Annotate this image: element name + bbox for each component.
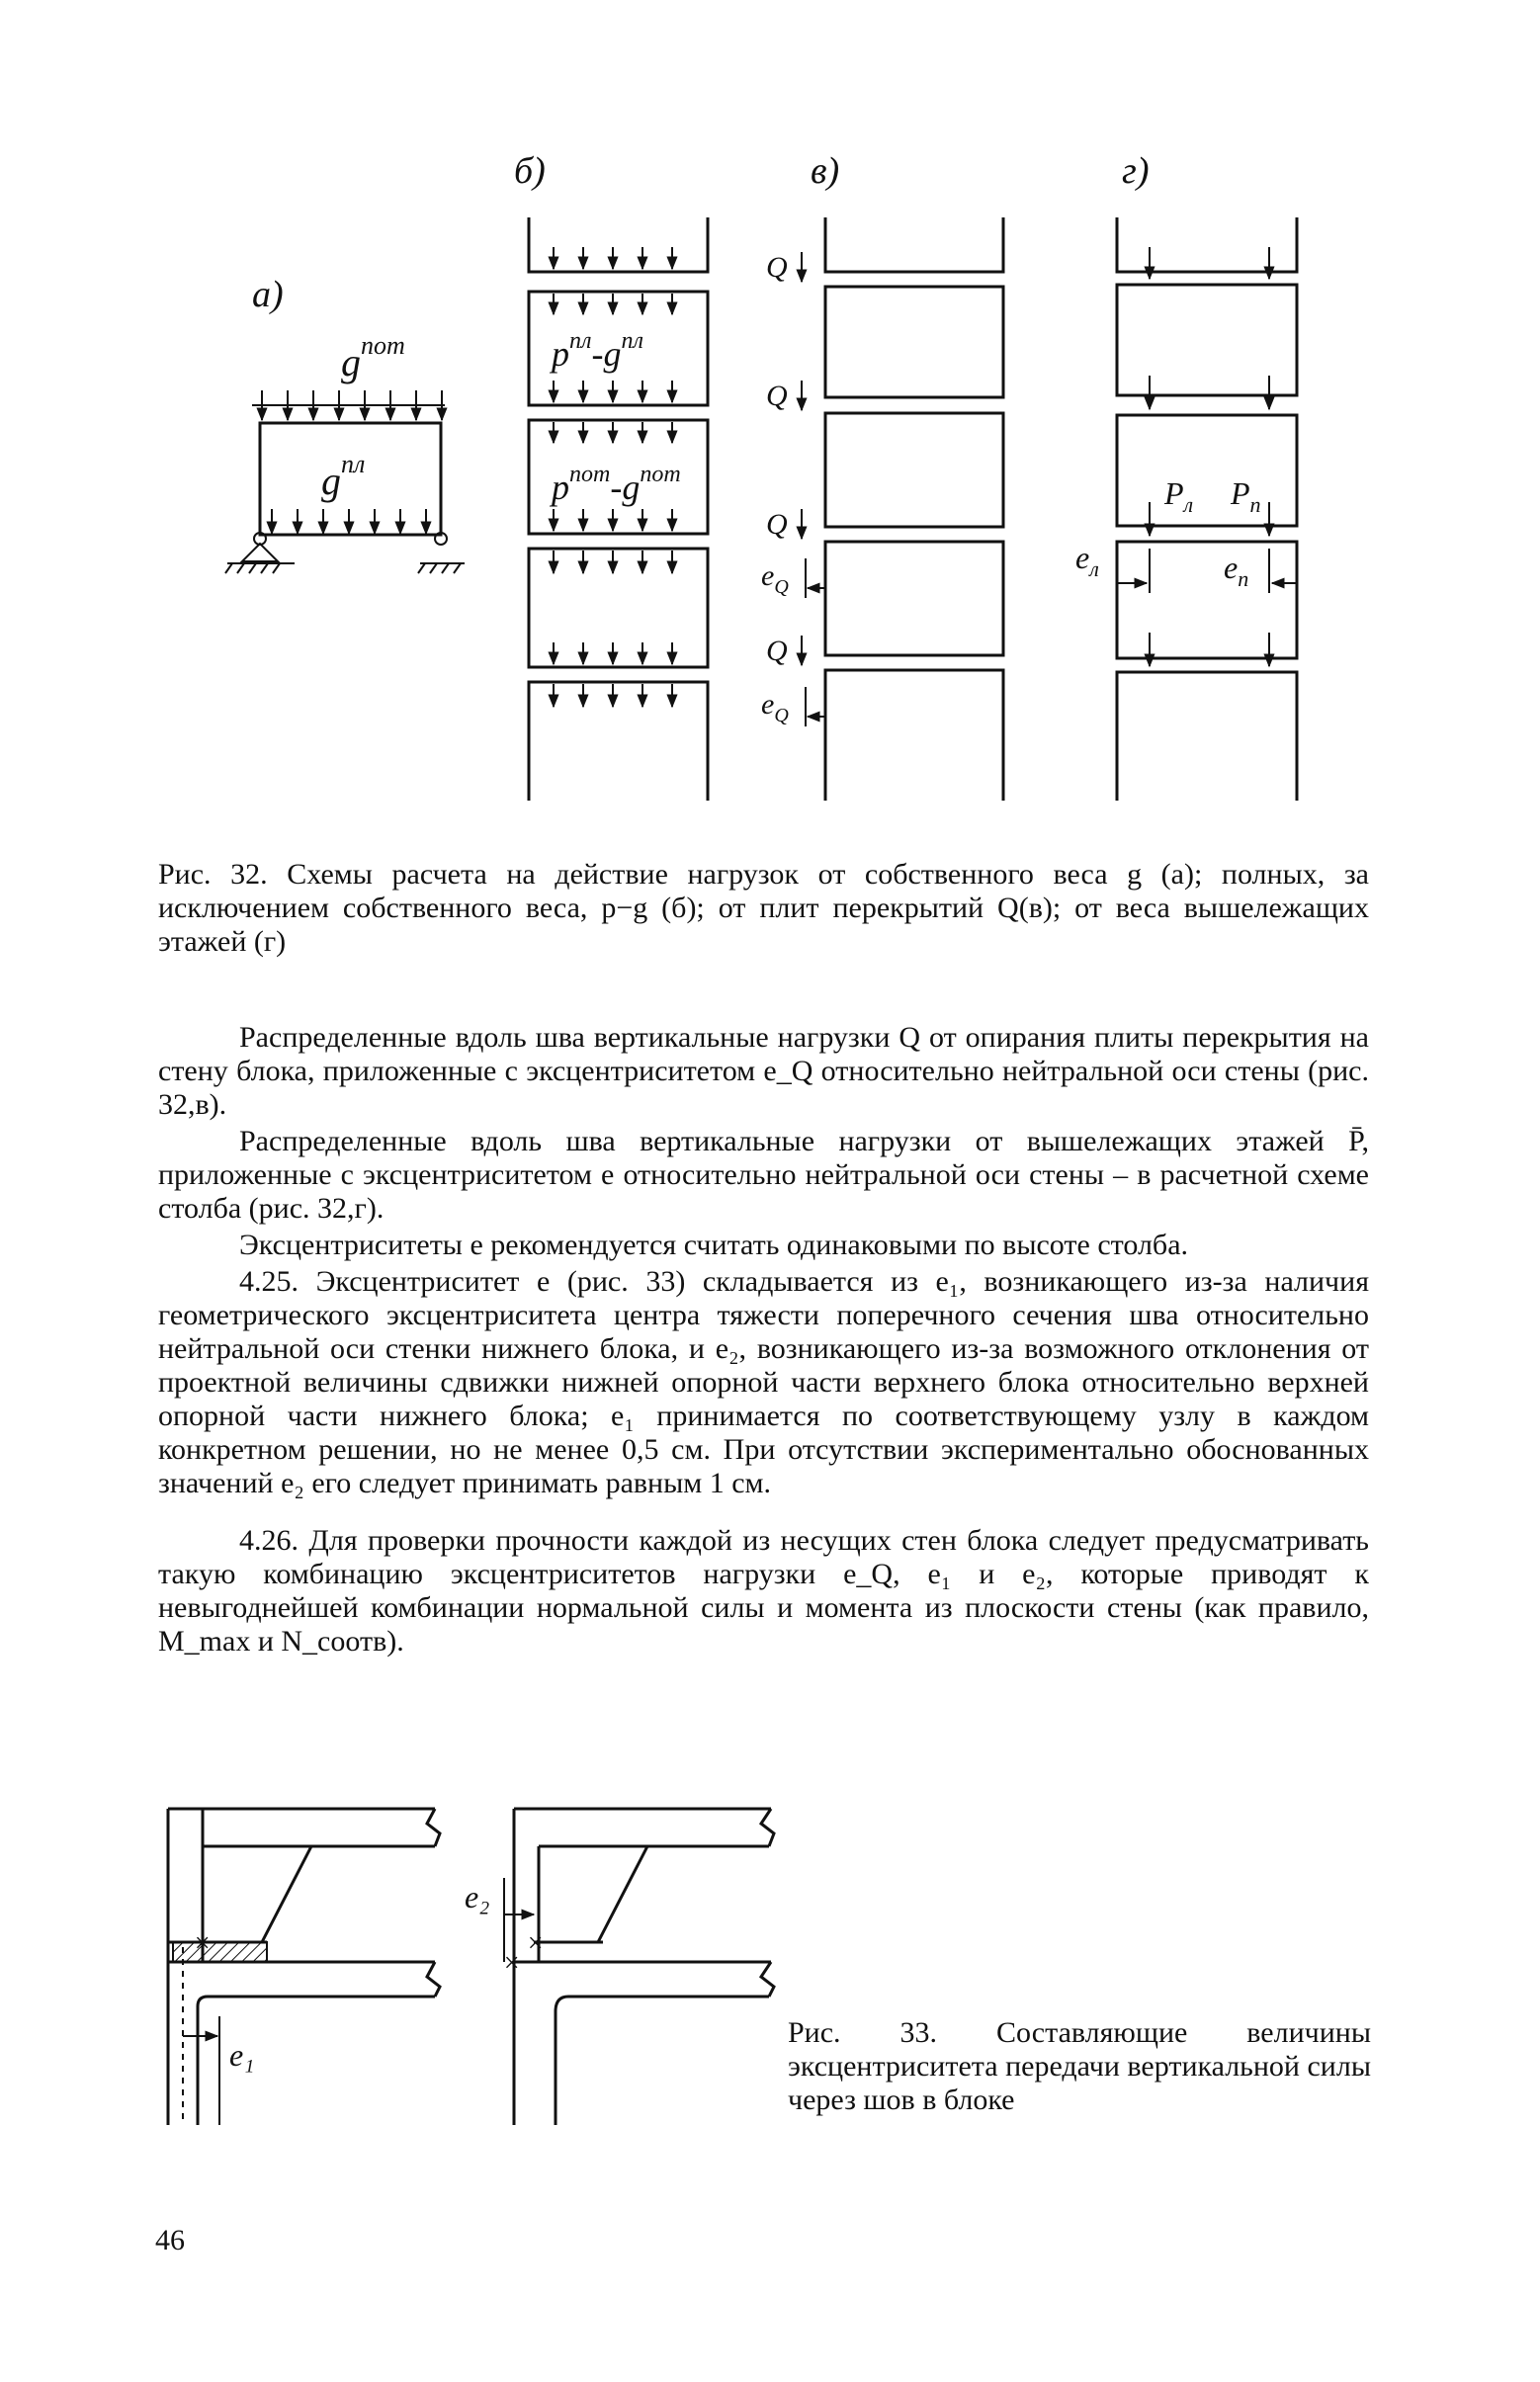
page-number: 46 <box>155 2224 185 2256</box>
figure-32-caption: Рис. 32. Схемы расчета на действие нагрузок от собственного веса g (а); полных, за исключением собственного веса, p−g (б); от плит перекрытий Q(в); от веса вышележащих этажей (г) <box>158 858 1369 958</box>
panel-label-b: б) <box>514 150 546 192</box>
panel-label-a: а) <box>252 274 284 315</box>
panel-label-v: в) <box>811 150 840 192</box>
eq-label-2: $e_Q$ <box>761 688 789 726</box>
label-e2: e₂ <box>465 1879 490 1914</box>
figure-32-panel-v <box>761 150 1003 801</box>
q-label-4: Q <box>766 635 788 667</box>
svg-text:×: × <box>526 1928 545 1959</box>
label-e-l: $e_л$ <box>1075 540 1099 581</box>
label-p-p: $P_п$ <box>1231 475 1261 517</box>
figure-33-right-joint <box>465 1809 774 2125</box>
load-label-g-pot: $g^{пот}$ <box>341 331 405 384</box>
paragraph-4-25: 4.25. Эксцентриситет e (рис. 33) складывается из e₁, возникающего из-за наличия геометрического эксцентриситета центра тяжести поперечного сечения шва относительно нейтральной оси стенки нижнего блока, и e₂, возникающего из-за возможного отклонения от проектной величины сдвижки нижней опорной части верхнего блока относительно верхней опорной части нижнего блока; e₁ принимается по соответствующему узлу в каждом конкретном решении, но не менее 0,5 см. При отсутствии экспериментально обоснованных значений e₂ его следует принимать равным 1 см. <box>158 1265 1369 1499</box>
a-inner-load-arrows <box>272 509 426 534</box>
q-label-1: Q <box>766 251 788 284</box>
a-roller-support <box>418 533 465 573</box>
paragraph-eccentricity-equal: Эксцентриситеты e рекомендуется считать одинаковыми по высоте столба. <box>239 1229 1189 1261</box>
label-p-l: $P_л$ <box>1164 475 1194 517</box>
figure-32 <box>0 0 1540 850</box>
paragraph-4-26: 4.26. Для проверки прочности каждой из несущих стен блока следует предусматривать такую комбинацию эксцентриситетов нагрузки e_Q, e₁ и e₂, которые приводят к невыгоднейшей комбинации нормальной силы и момента из плоскости стены (как правило, M_max и N_соотв). <box>158 1524 1369 1658</box>
q-label-2: Q <box>766 380 788 412</box>
g-load-arrows <box>1150 247 1269 666</box>
a-top-load-arrows <box>252 390 445 420</box>
a-frame <box>260 423 441 535</box>
a-pin-support <box>225 533 295 573</box>
paragraph-q-load: Распределенные вдоль шва вертикальные нагрузки Q от опирания плиты перекрытия на стену блока, приложенные с эксцентриситетом e_Q относительно нейтральной оси стены (рис. 32,в). <box>158 1021 1369 1121</box>
figure-33-left-joint <box>168 1809 440 2125</box>
label-e1: e₁ <box>229 2037 255 2073</box>
figure-32-panel-g <box>1075 150 1297 801</box>
figure-33-caption: Рис. 33. Составляющие величины эксцентриситета передачи вертикальной силы через шов в блоке <box>788 2016 1371 2116</box>
svg-text:×: × <box>502 1948 521 1979</box>
eq-label-1: $e_Q$ <box>761 559 789 598</box>
paragraph-p-load: Распределенные вдоль шва вертикальные нагрузки от вышележащих этажей P̄, приложенные с эксцентриситетом e относительно нейтральной оси стены – в расчетной схеме столба (рис. 32,г). <box>158 1125 1369 1225</box>
body-text <box>158 1021 1369 1659</box>
figure-32-panel-b <box>514 150 708 801</box>
load-label-g-pl: $g^{пл}$ <box>321 450 366 503</box>
svg-text:×: × <box>193 1928 212 1959</box>
load-label-p-g-pot: $p^{пот}-g^{пот}$ <box>552 462 681 507</box>
q-label-3: Q <box>766 508 788 541</box>
panel-label-g: г) <box>1122 150 1150 192</box>
label-e-p: $e_п$ <box>1224 550 1249 591</box>
figure-32-panel-a <box>225 274 465 573</box>
load-label-p-g-pl: $p^{пл}-g^{пл}$ <box>552 328 643 374</box>
